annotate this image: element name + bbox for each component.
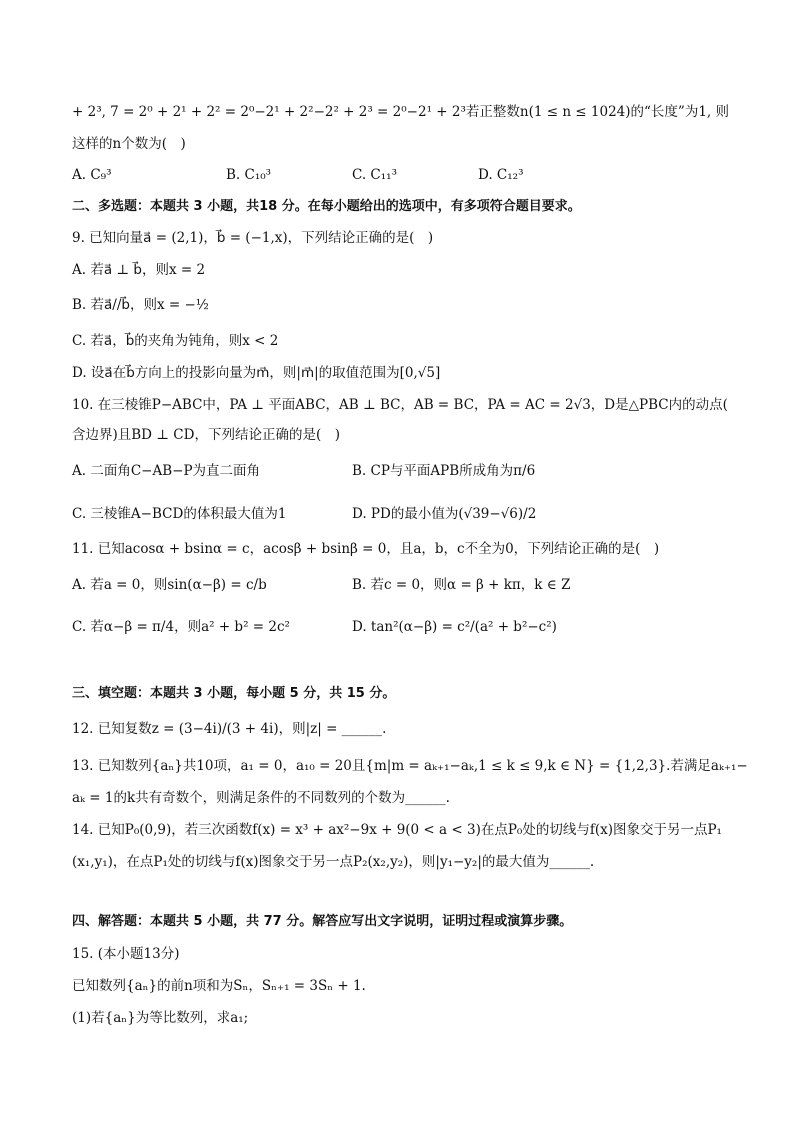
- q11-stem: 11. 已知acosα + bsinα = c，acosβ + bsinβ = 0，且a，b，c不全为0，下列结论正确的是( ): [72, 541, 660, 557]
- q15-part-1: (1)若{aₙ}为等比数列，求a₁;: [72, 1010, 249, 1026]
- q13-text-line1: 13. 已知数列{aₙ}共10项，a₁ = 0，a₁₀ = 20且{m|m = aₖ₊₁−aₖ,1 ≤ k ≤ 9,k ∈ N} = {1,2,3}.若满足aₖ₊₁−: [72, 758, 748, 774]
- q13-text-line2: aₖ = 1的k共有奇数个，则满足条件的不同数列的个数为______.: [72, 790, 450, 806]
- q11-option-d: D. tan²(α−β) = c²/(a² + b²−c²): [352, 619, 557, 635]
- q14-text-line2: (x₁,y₁)，在点P₁处的切线与f(x)图象交于另一点P₂(x₂,y₂)，则|y₁−y₂|的最大值为______.: [72, 854, 595, 870]
- q8-option-c: C. C₁₁³: [352, 167, 397, 183]
- q8-text-continued: + 2³, 7 = 2⁰ + 2¹ + 2² = 2⁰−2¹ + 2²−2² + 2³ = 2⁰−2¹ + 2³若正整数n(1 ≤ n ≤ 1024)的“长度”为1, 则: [72, 104, 730, 120]
- section-3-heading: 三、填空题：本题共 3 小题，每小题 5 分，共 15 分。: [72, 686, 396, 701]
- q15-title: 15. (本小题13分): [72, 946, 180, 962]
- q10-option-d: D. PD的最小值为(√39−√6)/2: [352, 506, 537, 522]
- q8-option-b: B. C₁₀³: [226, 167, 272, 183]
- q15-stem: 已知数列{aₙ}的前n项和为Sₙ，Sₙ₊₁ = 3Sₙ + 1.: [72, 978, 366, 994]
- q10-option-c: C. 三棱锥A−BCD的体积最大值为1: [72, 506, 287, 522]
- q8-option-a: A. C₉³: [72, 167, 112, 183]
- q10-stem-line2: 含边界)且BD ⊥ CD，下列结论正确的是( ): [72, 427, 340, 443]
- q14-text-line1: 14. 已知P₀(0,9)，若三次函数f(x) = x³ + ax²−9x + 9(0 < a < 3)在点P₀处的切线与f(x)图象交于另一点P₁: [72, 822, 722, 838]
- q9-option-d: D. 设a⃗在b⃗方向上的投影向量为m⃗，则|m⃗|的取值范围为[0,√5]: [72, 365, 441, 381]
- q12-text: 12. 已知复数z = (3−4i)/(3 + 4i)，则|z| = ______.: [72, 721, 387, 737]
- q10-stem-line1: 10. 在三棱锥P−ABC中，PA ⊥ 平面ABC，AB ⊥ BC，AB = BC，PA = AC = 2√3，D是△PBC内的动点(: [72, 397, 728, 413]
- q9-stem: 9. 已知向量a⃗ = (2,1)，b⃗ = (−1,x)，下列结论正确的是( ): [72, 230, 434, 246]
- q11-option-a: A. 若a = 0，则sin(α−β) = c/b: [72, 577, 267, 593]
- q11-option-b: B. 若c = 0，则α = β + kπ，k ∈ Z: [352, 577, 571, 593]
- section-4-heading: 四、解答题：本题共 5 小题，共 77 分。解答应写出文字说明，证明过程或演算步骤。: [72, 914, 573, 929]
- q9-option-b: B. 若a⃗//b⃗，则x = −½: [72, 297, 209, 313]
- q9-option-a: A. 若a⃗ ⊥ b⃗，则x = 2: [72, 262, 206, 278]
- q10-option-b: B. CP与平面APB所成角为π/6: [352, 463, 536, 479]
- q9-option-c: C. 若a⃗，b⃗的夹角为钝角，则x < 2: [72, 333, 279, 349]
- q8-question-end: 这样的n个数为( ): [72, 136, 186, 152]
- q11-option-c: C. 若α−β = π/4，则a² + b² = 2c²: [72, 619, 290, 635]
- q8-option-d: D. C₁₂³: [478, 167, 524, 183]
- section-2-heading: 二、多选题：本题共 3 小题，共18 分。在每小题给出的选项中，有多项符合题目要求。: [72, 199, 581, 214]
- q10-option-a: A. 二面角C−AB−P为直二面角: [72, 463, 261, 479]
